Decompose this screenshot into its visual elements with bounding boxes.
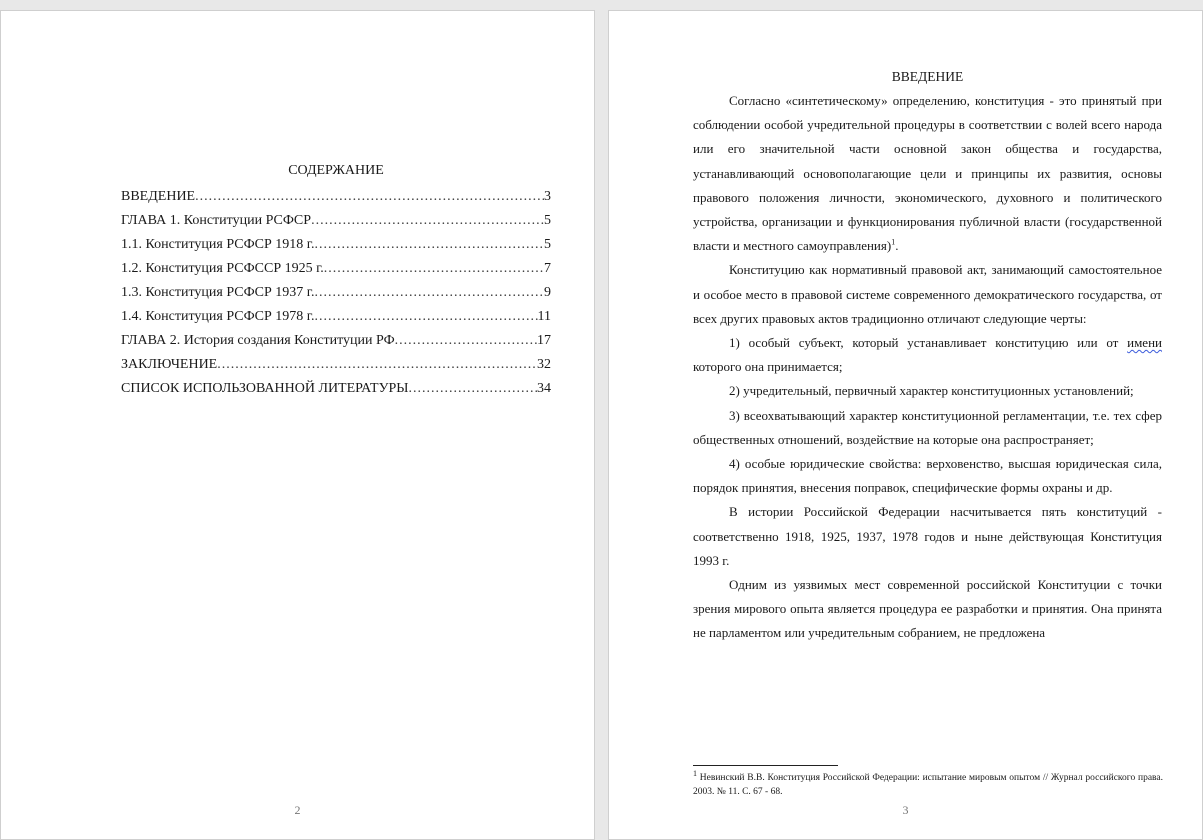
list-item: 3) всеохватывающий характер конституционной регламентации, т.е. тех сфер общественных отношений, воздействие на которые она распространяет; — [693, 407, 1162, 447]
toc-entry-label: ВВЕДЕНИЕ — [121, 189, 196, 204]
toc-entry[interactable] — [121, 209, 551, 233]
footnote-reference[interactable]: 1 — [891, 237, 896, 247]
page-body — [693, 65, 1162, 646]
toc-entry-page: 34 — [537, 381, 551, 396]
table-of-contents — [121, 161, 551, 401]
toc-entry-page: 17 — [537, 333, 551, 348]
toc-entry-label: ГЛАВА 1. Конституции РСФСР — [121, 213, 312, 228]
toc-entry[interactable] — [121, 305, 551, 329]
toc-entry-page: 5 — [544, 237, 551, 252]
toc-entry-page: 3 — [544, 189, 551, 204]
toc-entry-label: 1.2. Конституция РСФССР 1925 г. — [121, 261, 324, 276]
document-page-2 — [0, 10, 595, 840]
paragraph-text-end: . — [895, 238, 899, 254]
paragraph: В истории Российской Федерации насчитывается пять конституций - соответственно 1918, 1925, 1937, 1978 годов и ныне действующая Конституция 1993 г. — [693, 504, 1162, 568]
page-number: 2 — [294, 803, 301, 817]
footnote-text: Невинский В.В. Конституция Российской Федерации: испытание мировым опытом // Журнал российского права. 2003. № 11. С. 67 - 68. — [693, 773, 1163, 797]
toc-leader-dots — [314, 233, 544, 257]
toc-entry-page: 9 — [544, 285, 551, 300]
paragraph: Конституцию как нормативный правовой акт, занимающий самостоятельное и особое место в правовой системе современного демократического государства, от всех других правовых актов традиционно отличают следующие черты: — [693, 262, 1162, 326]
toc-entry-label: ЗАКЛЮЧЕНИЕ — [121, 357, 218, 372]
toc-leader-dots — [409, 377, 538, 401]
paragraph-text: Согласно «синтетическому» определению, конституция - это принятый при соблюдении особой учредительной процедуры в соответствии с волей всего народа или его значительной части основной закон общества и государства, устанавливающий основополагающие цели и принципы их развития, основы правового положения личности, экономического, духовного и политического устройства, организации и функционирования публичной власти (государственной власти и местного самоуправления) — [693, 93, 1162, 254]
toc-entry[interactable] — [121, 257, 551, 281]
toc-entry-label: ГЛАВА 2. История создания Конституции РФ — [121, 333, 395, 348]
section-heading: ВВЕДЕНИЕ — [891, 69, 964, 84]
toc-leader-dots — [217, 353, 537, 377]
list-item — [693, 331, 1162, 379]
list-item: 4) особые юридические свойства: верховенство, высшая юридическая сила, порядок принятия, внесения поправок, специфические формы охраны и др. — [693, 456, 1162, 496]
toc-leader-dots — [324, 257, 544, 281]
toc-entry[interactable] — [121, 185, 551, 209]
toc-entry[interactable] — [121, 281, 551, 305]
document-page-3 — [608, 10, 1203, 840]
toc-entry-label: 1.1. Конституция РСФСР 1918 г. — [121, 237, 315, 252]
toc-leader-dots — [311, 209, 544, 233]
list-item: 2) учредительный, первичный характер конституционных установлений; — [729, 383, 1134, 399]
toc-entry[interactable] — [121, 329, 551, 353]
toc-entry-page: 11 — [537, 309, 551, 324]
toc-entry-label: 1.4. Конституция РСФСР 1978 г. — [121, 309, 315, 324]
toc-entry[interactable] — [121, 353, 551, 377]
footnote-separator — [693, 765, 838, 766]
toc-title: СОДЕРЖАНИЕ — [288, 163, 384, 178]
page-number: 3 — [902, 803, 909, 817]
toc-leader-dots — [195, 185, 544, 209]
toc-entry-page: 32 — [537, 357, 551, 372]
toc-entry-page: 5 — [544, 213, 551, 228]
toc-leader-dots — [314, 281, 544, 305]
toc-entry-page: 7 — [544, 261, 551, 276]
list-item-text: 1) особый субъект, который устанавливает конституцию или от — [729, 335, 1128, 351]
toc-entry-label: 1.3. Конституция РСФСР 1937 г. — [121, 285, 315, 300]
paragraph — [693, 89, 1162, 258]
toc-entry[interactable] — [121, 233, 551, 257]
footnote-number: 1 — [693, 768, 697, 778]
toc-entry[interactable] — [121, 377, 551, 401]
list-item-text-end: которого она принимается; — [693, 359, 843, 375]
paragraph: Одним из уязвимых мест современной российской Конституции с точки зрения мирового опыта является процедура ее разработки и принятия. Она принята не парламентом или учредительным собранием, не предложена — [693, 577, 1162, 641]
toc-leader-dots — [395, 329, 537, 353]
toc-leader-dots — [314, 305, 537, 329]
spellcheck-flagged-word[interactable]: имени — [1127, 335, 1162, 351]
toc-entry-label: СПИСОК ИСПОЛЬЗОВАННОЙ ЛИТЕРАТУРЫ — [121, 381, 409, 396]
footnote — [693, 768, 1163, 799]
